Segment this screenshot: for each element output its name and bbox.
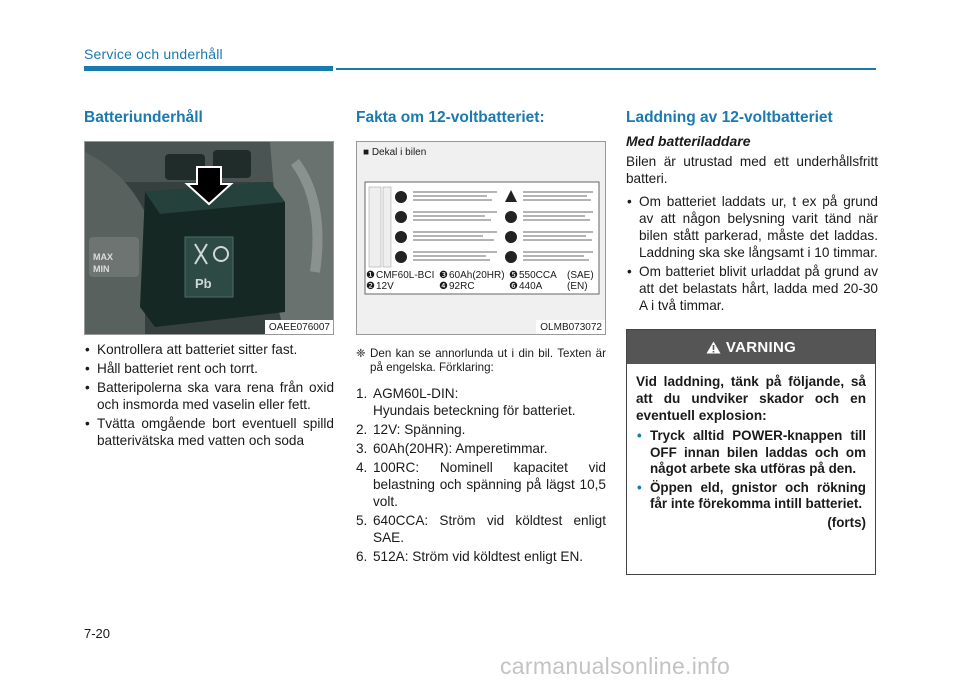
battery-label-image [356, 141, 606, 335]
list-item: • Öppen eld, gnistor och rökning får inte förekomma intill batteriet. [636, 480, 866, 513]
callout-number: ❷ [366, 281, 375, 292]
battery-maintenance-heading: Batteriunderhåll [84, 109, 203, 126]
list-item [356, 385, 606, 419]
label-value: (SAE) [567, 270, 594, 281]
item-label: AGM60L-DIN: [373, 386, 459, 401]
item-number: 1. [356, 386, 368, 401]
item-text [373, 385, 606, 419]
list-item [356, 421, 606, 438]
list-item [356, 548, 606, 565]
battery-maintenance-column [84, 108, 334, 451]
pb-mark: Pb [195, 276, 212, 291]
list-item: • Håll batteriet rent och torrt. [84, 360, 334, 377]
battery-charging-heading: Laddning av 12-voltbatteriet [626, 109, 833, 126]
label-row [366, 270, 598, 281]
charging-list [626, 193, 878, 314]
label-value: CMF60L-BCI [376, 270, 435, 281]
label-value: 92RC [449, 281, 475, 292]
charging-intro: Bilen är utrustad med ett underhållsfritt batteri. [626, 154, 878, 186]
warning-list [636, 428, 866, 513]
warning-triangle-icon [706, 341, 721, 354]
item-number: 5. [356, 513, 368, 528]
label-note [356, 347, 606, 375]
warning-title: VARNING [725, 338, 797, 356]
label-specs [366, 270, 598, 292]
warning-body [627, 364, 875, 531]
list-item: • Om batteriet laddats ur, t ex på grund av att någon belysning varit tänd när bilen stått parkerad, måste det laddas. Laddning ska ske långsamt i 10 timmar. [626, 193, 878, 261]
item-text: 60Ah(20HR): Amperetimmar. [373, 441, 548, 456]
battery-photo [84, 141, 334, 335]
maintenance-list [84, 341, 334, 449]
list-item: • Tvätta omgående bort eventuell spilld batterivätska med vatten och soda [84, 415, 334, 449]
warning-intro: Vid laddning, tänk på följande, så att du undviker skador och en eventuell explosion: [636, 374, 866, 423]
min-mark: MIN [93, 264, 110, 274]
label-value: (EN) [567, 281, 588, 292]
battery-facts-heading: Fakta om 12-voltbatteriet: [356, 109, 545, 126]
item-number: 4. [356, 460, 368, 475]
note-text: Den kan se annorlunda ut i din bil. Texten är på engelska. Förklaring: [370, 347, 606, 374]
item-number: 3. [356, 441, 368, 456]
note-symbol: ❈ [356, 347, 366, 360]
label-row [366, 281, 598, 292]
header-rule [336, 68, 876, 70]
image-code: OAEE076007 [265, 320, 333, 334]
label-value: 440A [519, 281, 543, 292]
image-caption: ■ Dekal i bilen [363, 147, 427, 158]
warning-header [627, 330, 875, 364]
list-item: • Tryck alltid POWER-knappen till OFF innan bilen laddas och om något arbete ska utföras på den. [636, 428, 866, 478]
battery-facts-column [356, 108, 606, 567]
callout-number: ❹ [439, 281, 448, 292]
list-item: • Batteripolerna ska vara rena från oxid och insmorda med vaselin eller fett. [84, 379, 334, 413]
item-detail: Hyundais beteckning för batteriet. [373, 403, 576, 418]
list-item: • Kontrollera att batteriet sitter fast. [84, 341, 334, 358]
warning-box [626, 329, 876, 575]
battery-charging-column [626, 108, 878, 575]
section-title: Service och underhåll [84, 46, 223, 62]
item-text: 512A: Ström vid köldtest enligt EN. [373, 549, 584, 564]
callout-number: ❺ [509, 270, 518, 281]
list-item [356, 512, 606, 546]
list-item [356, 440, 606, 457]
warning-decal-illustration [357, 142, 606, 335]
continued-note: (forts) [827, 514, 866, 530]
item-number: 6. [356, 549, 368, 564]
max-mark: MAX [93, 252, 113, 262]
item-text: 12V: Spänning. [373, 422, 466, 437]
page-number: 7-20 [84, 626, 111, 641]
label-explanation-list [356, 385, 606, 565]
item-text: 640CCA: Ström vid köldtest enligt SAE. [373, 513, 606, 545]
item-text: 100RC: Nominell kapacitet vid belastning och spänning på lägst 10,5 volt. [373, 460, 606, 509]
header-accent-bar [84, 66, 333, 71]
callout-number: ❻ [509, 281, 518, 292]
callout-number: ❶ [366, 270, 375, 281]
charger-subheading: Med batteriladdare [626, 133, 751, 149]
label-value: 550CCA [519, 270, 557, 281]
image-code: OLMB073072 [536, 320, 605, 334]
label-value: 12V [376, 281, 394, 292]
label-value: 60Ah(20HR) [449, 270, 505, 281]
list-item: • Om batteriet blivit urladdat på grund av att det belastats hårt, ladda med 20-30 A i två timmar. [626, 263, 878, 314]
battery-illustration [85, 142, 334, 335]
callout-number: ❸ [439, 270, 448, 281]
item-number: 2. [356, 422, 368, 437]
watermark: carmanualsonline.info [500, 653, 731, 679]
list-item [356, 459, 606, 510]
